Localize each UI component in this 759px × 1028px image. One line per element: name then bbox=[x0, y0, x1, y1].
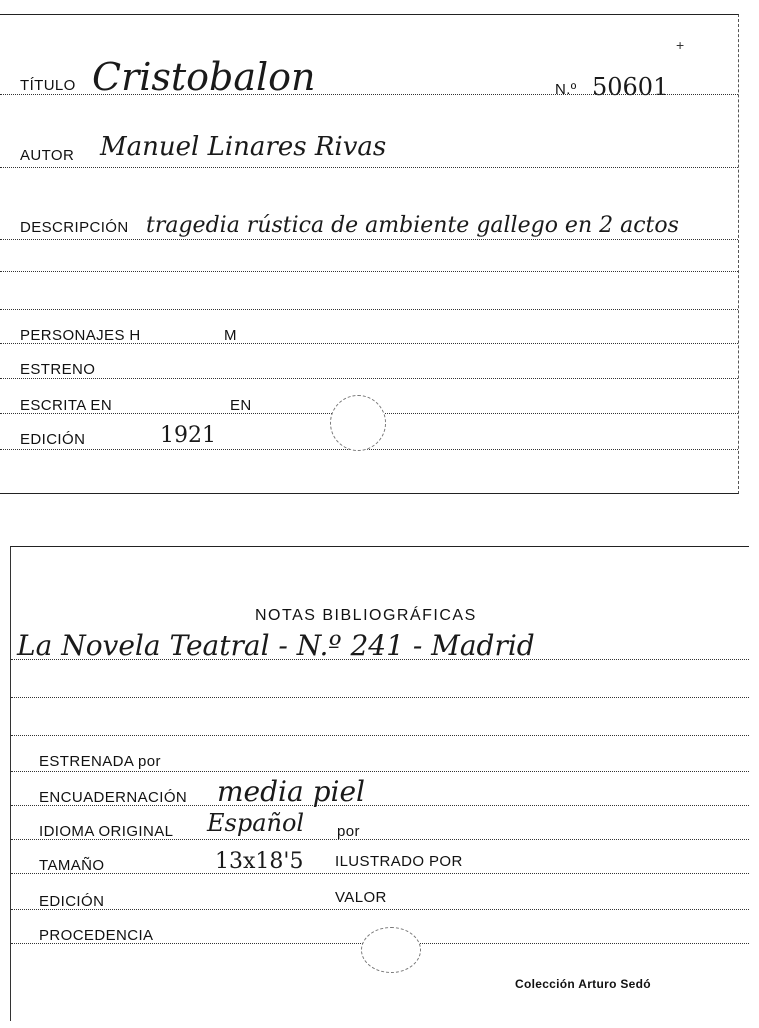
autor-label: AUTOR bbox=[20, 147, 75, 164]
titulo-value: Cristobalon bbox=[92, 55, 316, 99]
plus-mark-icon: + bbox=[676, 37, 685, 53]
rule-encuadernacion bbox=[11, 805, 749, 806]
rule-edicion bbox=[0, 449, 738, 450]
idioma-label: IDIOMA ORIGINAL bbox=[39, 823, 174, 840]
rule-descripcion-2 bbox=[0, 271, 738, 272]
rule-estreno bbox=[0, 378, 738, 379]
personajes-label: PERSONAJES H bbox=[20, 327, 141, 344]
valor-label: VALOR bbox=[335, 889, 387, 906]
tamano-label: TAMAÑO bbox=[39, 857, 105, 874]
m-label: M bbox=[224, 327, 237, 344]
rule-descripcion-1 bbox=[0, 239, 738, 240]
ilustrado-label: ILUSTRADO POR bbox=[335, 853, 463, 870]
descripcion-value: tragedia rústica de ambiente gallego en 2 actos bbox=[146, 213, 679, 238]
catalog-card-notes bbox=[10, 546, 749, 1021]
escrita-label: ESCRITA EN bbox=[20, 397, 113, 414]
encuadernacion-label: ENCUADERNACIÓN bbox=[39, 789, 188, 806]
tamano-value: 13x18'5 bbox=[215, 849, 304, 874]
descripcion-label: DESCRIPCIÓN bbox=[20, 219, 129, 236]
notas-heading: NOTAS BIBLIOGRÁFICAS bbox=[255, 607, 477, 624]
notas-value: La Novela Teatral - N.º 241 - Madrid bbox=[17, 629, 535, 662]
coleccion-stamp: Colección Arturo Sedó bbox=[515, 977, 651, 991]
autor-value: Manuel Linares Rivas bbox=[100, 132, 387, 162]
rule-notas-3 bbox=[11, 735, 749, 736]
rule-descripcion-3 bbox=[0, 309, 738, 310]
edicion-value: 1921 bbox=[160, 423, 216, 448]
titulo-label: TÍTULO bbox=[20, 77, 76, 94]
numero-label: N.º bbox=[555, 81, 577, 98]
rule-estrenada bbox=[11, 771, 749, 772]
idioma-value: Español bbox=[207, 809, 305, 837]
rule-notas-1 bbox=[11, 659, 749, 660]
punch-hole-notes bbox=[361, 927, 421, 973]
estreno-label: ESTRENO bbox=[20, 361, 96, 378]
estrenada-label: ESTRENADA por bbox=[39, 753, 161, 770]
edicion-label-notes: EDICIÓN bbox=[39, 893, 105, 910]
encuadernacion-value: media piel bbox=[217, 775, 365, 808]
numero-value: 50601 bbox=[592, 73, 669, 101]
por-label: por bbox=[337, 823, 360, 840]
procedencia-label: PROCEDENCIA bbox=[39, 927, 154, 944]
rule-notas-2 bbox=[11, 697, 749, 698]
edicion-label: EDICIÓN bbox=[20, 431, 86, 448]
rule-titulo bbox=[0, 94, 738, 95]
rule-idioma bbox=[11, 839, 749, 840]
rule-edicion-notes bbox=[11, 909, 749, 910]
punch-hole bbox=[330, 395, 386, 451]
en-label: EN bbox=[230, 397, 252, 414]
rule-autor bbox=[0, 167, 738, 168]
rule-personajes bbox=[0, 343, 738, 344]
catalog-card-main bbox=[0, 14, 739, 494]
rule-tamano bbox=[11, 873, 749, 874]
